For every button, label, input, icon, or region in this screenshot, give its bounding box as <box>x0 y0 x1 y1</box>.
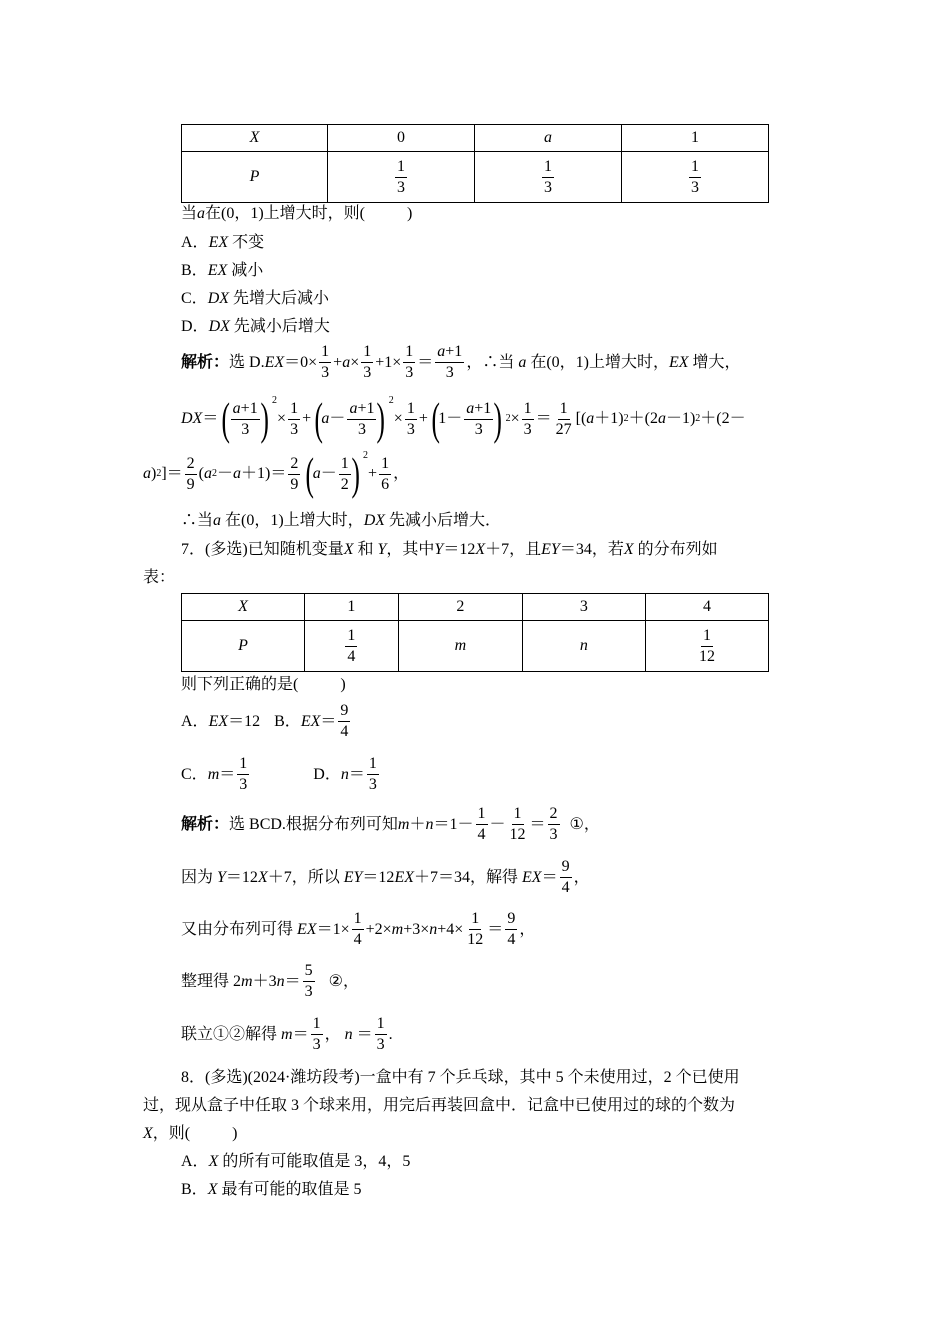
table-cell: m <box>398 621 522 672</box>
table-cell: 1 <box>305 594 399 621</box>
table-cell: 1 <box>621 125 768 152</box>
table-header-x: X <box>182 594 305 621</box>
option-b[interactable]: B．EX 减小 <box>181 262 264 279</box>
option-b[interactable]: B．EX＝ <box>274 712 337 730</box>
q7-solution-4: 整理得 2 m ＋3 n ＝ $\frac{5}{3}$ ② ， <box>181 962 359 1000</box>
q7-solution-3: 又由分布列可得 EX ＝1× $\frac{1}{4}$ +2× m +3× n +4× $\frac{1}{12}$ ＝ $\frac{9}{4}$ ， <box>181 910 536 948</box>
table-cell: 4 <box>645 594 768 621</box>
q7-solution-5: 联立①②解得 m ＝ $\frac{1}{3}$ ， n ＝ $\frac{1}{3}$ . <box>181 1015 393 1053</box>
q7-options-row-1: A．EX＝12 B．EX＝ $\frac{9}{4}$ <box>181 702 349 740</box>
question-7-stem-cont: 表： <box>143 569 176 586</box>
distribution-table-1 <box>181 124 769 203</box>
q6-solution-dx-cont: a ) 2 ]＝ $\frac{2}{9}$ ( a 2 － a ＋1)＝ $\frac{2}{9}$ ( a － $\frac{1}{2}$ ) $^2$ + $\frac{1}{6}$ ， <box>143 448 410 499</box>
table-cell: $\frac{1}{3}$ <box>327 152 474 203</box>
question-8-stem: 8．(多选)(2024·潍坊段考)一盒中有 7 个乒乓球，其中 5 个未使用过，2 个已使用 <box>181 1069 740 1086</box>
option-a[interactable]: A．EX 不变 <box>181 234 265 251</box>
option-c[interactable]: C．m＝ <box>181 765 236 783</box>
question-8-stem-cont: 过，现从盒子中任取 3 个球来用，用完后再装回盒中．记盒中已使用过的球的个数为 <box>143 1097 736 1114</box>
option-d[interactable]: D．n＝ <box>313 765 365 783</box>
table-cell: 2 <box>398 594 522 621</box>
question-8-stem-end: X，则( ) <box>143 1125 238 1142</box>
question-7-prompt: 则下列正确的是( ) <box>181 676 346 693</box>
option-b[interactable]: B．X 最有可能的取值是 5 <box>181 1181 362 1198</box>
q7-solution-2: 因为 Y ＝12 X ＋7， 所以 EY ＝12 EX ＋7＝34， 解得 EX ＝ $\frac{9}{4}$ ， <box>181 858 590 896</box>
table-cell: $\frac{1}{4}$ <box>305 621 399 672</box>
table-cell: n <box>522 621 645 672</box>
q7-options-row-2: C．m＝ $\frac{1}{3}$ D．n＝ $\frac{1}{3}$ <box>181 755 377 793</box>
question-6-stem: 当a在(0，1)上增大时，则( ) <box>181 205 413 222</box>
distribution-table-2 <box>181 593 769 672</box>
table-cell: a <box>474 125 621 152</box>
table-cell: $\frac{1}{3}$ <box>474 152 621 203</box>
option-d[interactable]: D．DX 先减小后增大 <box>181 318 330 335</box>
table-header-p: P <box>182 152 328 203</box>
option-c[interactable]: C．DX 先增大后减小 <box>181 290 330 307</box>
q6-solution-ex: 解析： 选 D. EX ＝0× $\frac{1}{3}$ + a × $\frac{1}{3}$ +1× $\frac{1}{3}$ ＝ $\frac{a+1}{3}$ ，∴当 a 在(0，1)上增大时， EX 增大， <box>181 343 741 381</box>
q7-solution-1: 解析： 选 BCD.根据分布列可知 m ＋ n ＝1－ $\frac{1}{4}$ － $\frac{1}{12}$ ＝ $\frac{2}{3}$ ① ， <box>181 805 600 843</box>
question-7-stem: 7．(多选)已知随机变量X 和 Y，其中Y＝12X＋7，且EY＝34，若X 的分布列如 <box>181 541 718 558</box>
option-a[interactable]: A．EX＝12 <box>181 712 261 730</box>
table-header-p: P <box>182 621 305 672</box>
table-cell: $\frac{1}{12}$ <box>645 621 768 672</box>
q6-solution-dx: DX ＝ ( $\frac{a+1}{3}$ ) $^2$ × $\frac{1}{3}$ + ( a － $\frac{a+1}{3}$ ) $^2$ × $\frac{1}{3}$ + ( 1－ $\frac{a+1}{3}$ ) 2 × $\frac{1}{3}$ ＝ $\frac{1}{27}$ [( a ＋1) 2 ＋(2 a －1) 2 ＋(2－ <box>181 393 746 444</box>
option-a[interactable]: A．X 的所有可能取值是 3，4，5 <box>181 1153 411 1170</box>
q6-conclusion: ∴当a 在(0，1)上增大时，DX 先减小后增大． <box>181 512 502 529</box>
table-header-x: X <box>182 125 328 152</box>
table-cell: $\frac{1}{3}$ <box>621 152 768 203</box>
table-cell: 0 <box>327 125 474 152</box>
table-cell: 3 <box>522 594 645 621</box>
